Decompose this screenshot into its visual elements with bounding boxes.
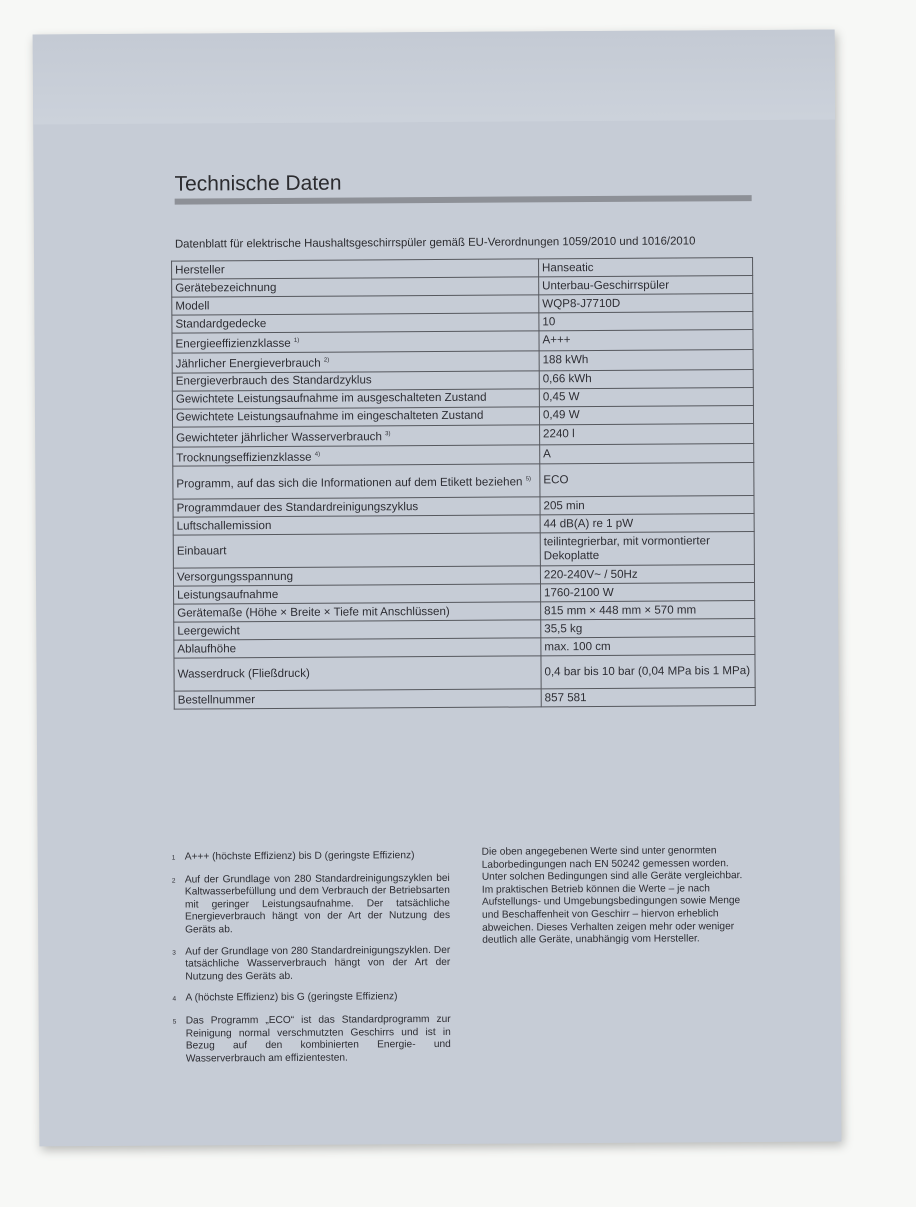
spec-label-text: Versorgungsspannung bbox=[176, 569, 294, 584]
spec-label-text: Hersteller bbox=[175, 262, 225, 277]
spec-label-text: Standardgedecke bbox=[175, 316, 267, 331]
spec-value: 0,66 kWh bbox=[539, 369, 753, 388]
spec-label-text: Programm, auf das sich die Informationen auf dem Etikett beziehen bbox=[176, 475, 523, 491]
spec-value: 10 bbox=[539, 312, 753, 331]
spec-value: 35,5 kg bbox=[541, 619, 755, 638]
page-title: Technische Daten bbox=[174, 171, 342, 196]
spec-label bbox=[173, 425, 540, 447]
footnote-text: A (höchste Effizienz) bis G (geringste Effizienz) bbox=[185, 991, 398, 1004]
spec-value: Unterbau-Geschirrspüler bbox=[539, 276, 753, 295]
spec-label bbox=[172, 313, 539, 333]
spec-value: 815 mm × 448 mm × 570 mm bbox=[541, 601, 755, 620]
spec-value: WQP8-J7710D bbox=[539, 294, 753, 313]
spec-value: A+++ bbox=[539, 330, 753, 351]
spec-label bbox=[174, 689, 541, 709]
spec-value: 0,4 bar bis 10 bar (0,04 MPa bis 1 MPa) bbox=[541, 655, 755, 689]
spec-label bbox=[172, 259, 539, 279]
spec-label bbox=[173, 515, 540, 535]
spec-label-text: Gewichtete Leistungsaufnahme im ausgeschalteten Zustand bbox=[175, 390, 487, 406]
title-underline bbox=[175, 195, 752, 205]
disclaimer-text: Die oben angegebenen Werte sind unter genormten Laborbedingungen nach EN 50242 gemessen worden. Unter solchen Bedingungen sind alle Geräte vergleichbar. Im praktischen Betrieb können die Werte – je nach Aufstellungs- und Umgebungsbedingungen sowie Menge und Beschaffenheit von Geschirr – hiervon erheblich abweichen. Dieses Verhalten zeigen mehr oder weniger deutlich alle Geräte, unabhängig vom Hersteller. bbox=[481, 845, 743, 946]
footnote-ref: 3) bbox=[385, 430, 391, 438]
spec-label bbox=[172, 277, 539, 297]
spec-label bbox=[173, 533, 540, 568]
spec-label-text: Gewichtete Leistungsaufnahme im eingeschalteten Zustand bbox=[175, 408, 484, 424]
spec-value: 205 min bbox=[540, 496, 754, 515]
spec-label-text: Leistungsaufnahme bbox=[177, 587, 279, 602]
spec-table bbox=[171, 257, 756, 710]
spec-label-text: Jährlicher Energieverbrauch bbox=[175, 356, 321, 371]
spec-label-text: Gerätemaße (Höhe × Breite × Tiefe mit Anschlüssen) bbox=[177, 604, 450, 620]
footnote-ref: 2) bbox=[323, 357, 330, 364]
spec-label bbox=[172, 371, 539, 391]
spec-value: 1760-2100 W bbox=[540, 583, 754, 602]
spec-label bbox=[174, 620, 541, 640]
spec-label bbox=[174, 584, 541, 604]
spec-label-text: Gewichteter jährlicher Wasserverbrauch bbox=[176, 429, 382, 445]
spec-value: 857 581 bbox=[541, 688, 755, 707]
spec-value: 44 dB(A) re 1 pW bbox=[540, 514, 754, 533]
table-row bbox=[174, 655, 755, 692]
spec-label-text: Programmdauer des Standardreinigungszyklus bbox=[176, 500, 419, 515]
spec-label bbox=[172, 351, 539, 373]
footnote-item bbox=[172, 850, 450, 865]
footnote-ref: 1) bbox=[293, 337, 300, 344]
spec-label bbox=[173, 497, 540, 517]
spec-value: max. 100 cm bbox=[541, 637, 755, 656]
spec-label bbox=[172, 389, 539, 409]
footnote-number: 4 bbox=[172, 995, 177, 1003]
spec-label bbox=[174, 656, 541, 691]
spec-value: A bbox=[540, 443, 754, 464]
spec-label bbox=[174, 638, 541, 658]
spec-label-text: Energieverbrauch des Standardzyklus bbox=[175, 373, 372, 388]
spec-label bbox=[173, 444, 540, 466]
footnote-text: Auf der Grundlage von 280 Standardreinigungszyklen. Der tatsächliche Wasserverbrauch hängt von der Art der Nutzung des Geräts ab. bbox=[185, 944, 451, 983]
spec-value: 0,49 W bbox=[539, 405, 753, 424]
footnote-ref: 5) bbox=[525, 476, 532, 483]
spec-label bbox=[173, 464, 540, 499]
footnotes bbox=[172, 850, 451, 1075]
datasheet-page bbox=[33, 30, 842, 1147]
spec-label bbox=[174, 602, 541, 622]
spec-label-text: Wasserdruck (Fließdruck) bbox=[177, 667, 310, 682]
footnote-item bbox=[173, 991, 451, 1006]
page-top-band bbox=[33, 30, 836, 125]
spec-label-text: Bestellnummer bbox=[177, 693, 256, 707]
table-row bbox=[173, 463, 754, 500]
spec-value: 188 kWh bbox=[539, 349, 753, 370]
spec-value: 220-240V~ / 50Hz bbox=[540, 565, 754, 584]
spec-label bbox=[172, 407, 539, 427]
spec-label-text: Modell bbox=[175, 298, 210, 313]
spec-label bbox=[172, 331, 539, 353]
spec-value: Hanseatic bbox=[538, 258, 752, 277]
footnote-item bbox=[172, 944, 450, 983]
spec-value: teilintegrierbar, mit vormontierter Dekoplatte bbox=[540, 532, 754, 566]
spec-value: ECO bbox=[540, 463, 754, 497]
footnote-text: Auf der Grundlage von 280 Standardreinigungszyklen bei Kaltwasserbefüllung und dem Verbrauch der Betriebsarten mit geringer Leistungsaufnahme. Der tatsächliche Energieverbrauch hängt von der Art der Nutzung des Geräts ab. bbox=[184, 872, 451, 936]
spec-label bbox=[173, 566, 540, 586]
footnote-item bbox=[172, 873, 450, 938]
footnote-number: 3 bbox=[172, 949, 176, 957]
spec-value: 0,45 W bbox=[539, 387, 753, 406]
footnote-number: 1 bbox=[171, 854, 176, 862]
spec-label-text: Luftschallemission bbox=[176, 518, 272, 533]
table-row bbox=[173, 532, 754, 569]
spec-label-text: Einbauart bbox=[176, 544, 227, 559]
spec-label-text: Trocknungseffizienzklasse bbox=[176, 450, 312, 465]
spec-value: 2240 l bbox=[539, 423, 753, 444]
footnote-number: 2 bbox=[171, 877, 176, 885]
spec-label-text: Ablaufhöhe bbox=[177, 642, 237, 656]
table-row bbox=[174, 688, 755, 710]
footnote-number: 5 bbox=[172, 1018, 177, 1026]
spec-label bbox=[172, 295, 539, 315]
spec-label-text: Leergewicht bbox=[177, 624, 240, 638]
footnote-ref: 4) bbox=[314, 451, 321, 458]
footnote-item bbox=[173, 1014, 451, 1066]
datasheet-subtitle: Datenblatt für elektrische Haushaltsgeschirrspüler gemäß EU-Verordnungen 1059/2010 und 1016/2010 bbox=[174, 235, 696, 251]
spec-label-text: Energieeffizienzklasse bbox=[175, 336, 291, 351]
footnote-text: A+++ (höchste Effizienz) bis D (geringste Effizienz) bbox=[184, 850, 415, 863]
spec-label-text: Gerätebezeichnung bbox=[175, 280, 277, 295]
footnote-text: Das Programm „ECO“ ist das Standardprogramm zur Reinigung normal verschmutzten Geschirrs und ist in Bezug auf den kombinierten Energie- und Wasserverbrauch am effizientesten. bbox=[185, 1013, 451, 1065]
